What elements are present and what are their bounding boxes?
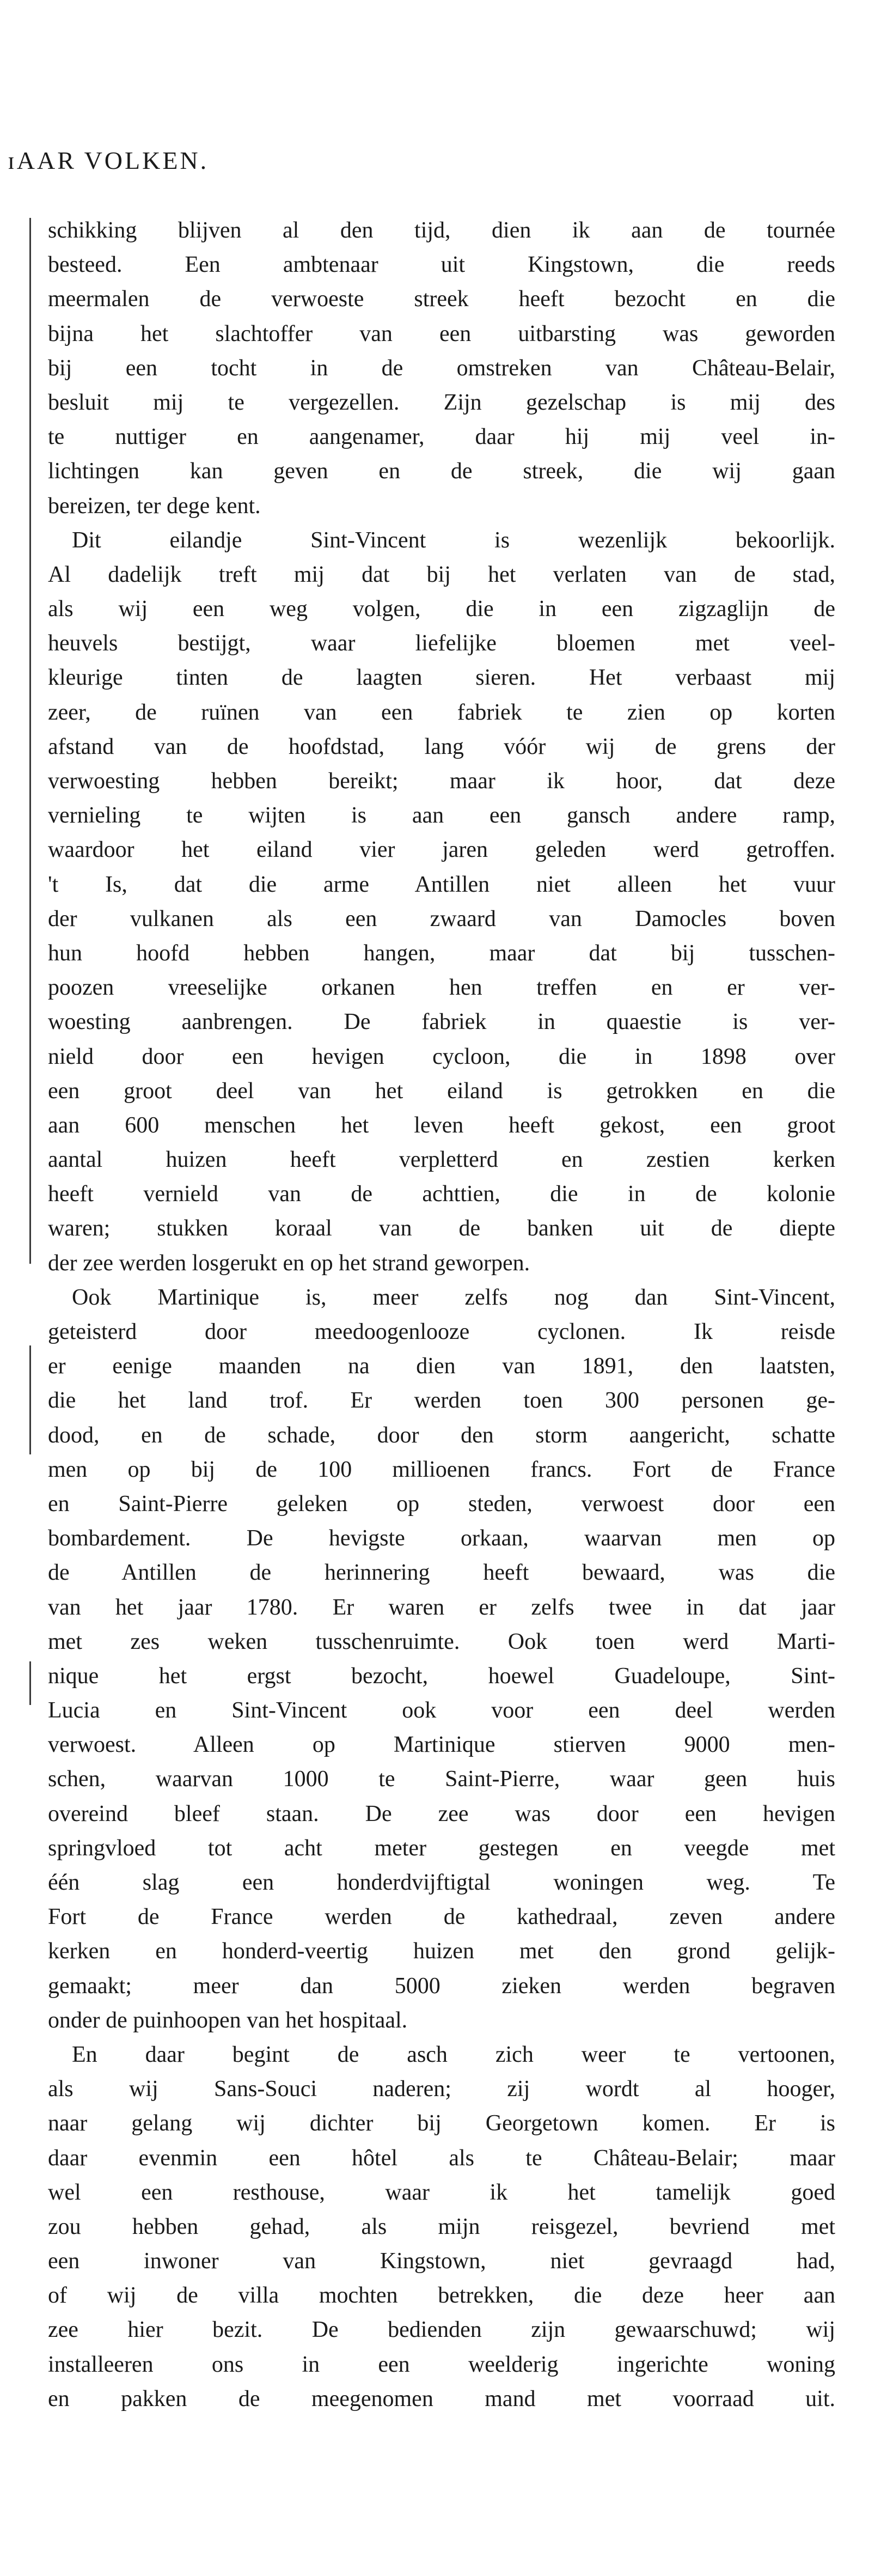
text-line: heuvels bestijgt, waar liefelijke bloemen met veel- <box>48 631 835 656</box>
text-line: springvloed tot acht meter gestegen en veegde met <box>48 1835 835 1861</box>
text-line: zee hier bezit. De bedienden zijn gewaarschuwd; wij <box>48 2317 835 2343</box>
text-line: wel een resthouse, waar ik het tamelijk goed <box>48 2179 835 2205</box>
text-line: dood, en de schade, door den storm aangericht, schatte <box>48 1422 835 1448</box>
text-line: kerken en honderd-veertig huizen met den grond gelijk- <box>48 1939 835 1964</box>
margin-rule <box>29 1661 31 1705</box>
text-line: bij een tocht in de omstreken van Château-Belair, <box>48 355 835 381</box>
text-line: Lucia en Sint-Vincent ook voor een deel werden <box>48 1698 835 1724</box>
body-text <box>48 214 835 2416</box>
text-line: bereizen, ter dege kent. <box>48 493 261 519</box>
text-line: nield door een hevigen cycloon, die in 1898 over <box>48 1044 835 1069</box>
text-line: van het jaar 1780. Er waren er zelfs twee in dat jaar <box>48 1594 835 1620</box>
text-line: afstand van de hoofdstad, lang vóór wij de grens der <box>48 734 835 759</box>
text-line: vernieling te wijten is aan een gansch andere ramp, <box>48 803 835 829</box>
text-line: bombardement. De hevigste orkaan, waarvan men op <box>48 1526 835 1551</box>
text-line: zeer, de ruïnen van een fabriek te zien op korten <box>48 699 835 725</box>
text-line: te nuttiger en aangenamer, daar hij mij veel in- <box>48 424 835 450</box>
text-line: 't Is, dat die arme Antillen niet alleen het vuur <box>48 872 835 897</box>
text-line: er eenige maanden na dien van 1891, den laatsten, <box>48 1354 835 1379</box>
text-line: en pakken de meegenomen mand met voorraad uit. <box>48 2386 835 2411</box>
text-line: een groot deel van het eiland is getrokken en die <box>48 1078 835 1104</box>
text-line: de Antillen de herinnering heeft bewaard, was die <box>48 1560 835 1586</box>
text-line: die het land trof. Er werden toen 300 personen ge- <box>48 1388 835 1414</box>
text-line: der vulkanen als een zwaard van Damocles boven <box>48 906 835 931</box>
text-line: besteed. Een ambtenaar uit Kingstown, die reeds <box>48 252 835 278</box>
text-line: en Saint-Pierre geleken op steden, verwoest door een <box>48 1491 835 1517</box>
text-line: met zes weken tusschenruimte. Ook toen werd Marti- <box>48 1629 835 1654</box>
margin-rule <box>29 1345 31 1454</box>
text-line: meermalen de verwoeste streek heeft bezocht en die <box>48 287 835 312</box>
text-line: als wij Sans-Souci naderen; zij wordt al hooger, <box>48 2076 835 2102</box>
text-line: zou hebben gehad, als mijn reisgezel, bevriend met <box>48 2214 835 2239</box>
text-line: kleurige tinten de laagten sieren. Het verbaast mij <box>48 665 835 691</box>
text-line: een inwoner van Kingstown, niet gevraagd had, <box>48 2249 835 2274</box>
text-line: Al dadelijk treft mij dat bij het verlaten van de stad, <box>48 562 835 587</box>
text-line: En daar begint de asch zich weer te vertoonen, <box>72 2042 835 2067</box>
text-line: Ook Martinique is, meer zelfs nog dan Sint-Vincent, <box>72 1284 835 1310</box>
text-line: verwoest. Alleen op Martinique stierven 9000 men- <box>48 1732 835 1758</box>
text-line: der zee werden losgerukt en op het strand geworpen. <box>48 1250 530 1276</box>
text-line: als wij een weg volgen, die in een zigzaglijn de <box>48 596 835 622</box>
text-line: nique het ergst bezocht, hoewel Guadeloupe, Sint- <box>48 1663 835 1689</box>
text-line: schen, waarvan 1000 te Saint-Pierre, waar geen huis <box>48 1767 835 1792</box>
text-line: poozen vreeselijke orkanen hen treffen en er ver- <box>48 975 835 1001</box>
running-head: ɪAAR VOLKEN. <box>8 147 209 174</box>
text-line: naar gelang wij dichter bij Georgetown komen. Er is <box>48 2111 835 2136</box>
text-line: verwoesting hebben bereikt; maar ik hoor, dat deze <box>48 769 835 794</box>
text-line: hun hoofd hebben hangen, maar dat bij tusschen- <box>48 940 835 966</box>
text-line: installeeren ons in een weelderig ingerichte woning <box>48 2352 835 2377</box>
margin-rule <box>29 218 31 1264</box>
text-line: besluit mij te vergezellen. Zijn gezelschap is mij des <box>48 389 835 415</box>
text-line: geteisterd door meedoogenlooze cyclonen. Ik reisde <box>48 1319 835 1344</box>
text-line: Dit eilandje Sint-Vincent is wezenlijk bekoorlijk. <box>72 527 835 553</box>
text-line: onder de puinhoopen van het hospitaal. <box>48 2007 408 2033</box>
text-line: bijna het slachtoffer van een uitbarsting was geworden <box>48 321 835 346</box>
text-line: woesting aanbrengen. De fabriek in quaestie is ver- <box>48 1009 835 1035</box>
text-line: men op bij de 100 millioenen francs. Fort de France <box>48 1457 835 1482</box>
text-line: gemaakt; meer dan 5000 zieken werden begraven <box>48 1973 835 1999</box>
text-line: heeft vernield van de achttien, die in de kolonie <box>48 1182 835 1207</box>
text-line: Fort de France werden de kathedraal, zeven andere <box>48 1904 835 1930</box>
text-line: overeind bleef staan. De zee was door een hevigen <box>48 1801 835 1826</box>
text-line: lichtingen kan geven en de streek, die wij gaan <box>48 459 835 484</box>
text-line: of wij de villa mochten betrekken, die deze heer aan <box>48 2283 835 2309</box>
text-line: aantal huizen heeft verpletterd en zestien kerken <box>48 1147 835 1173</box>
text-line: één slag een honderdvijftigtal woningen weg. Te <box>48 1870 835 1895</box>
text-line: waren; stukken koraal van de banken uit de diepte <box>48 1216 835 1241</box>
text-line: waardoor het eiland vier jaren geleden werd getroffen. <box>48 837 835 863</box>
text-line: daar evenmin een hôtel als te Château-Belair; maar <box>48 2145 835 2171</box>
text-line: schikking blijven al den tijd, dien ik aan de tournée <box>48 218 835 243</box>
text-line: aan 600 menschen het leven heeft gekost, een groot <box>48 1112 835 1138</box>
